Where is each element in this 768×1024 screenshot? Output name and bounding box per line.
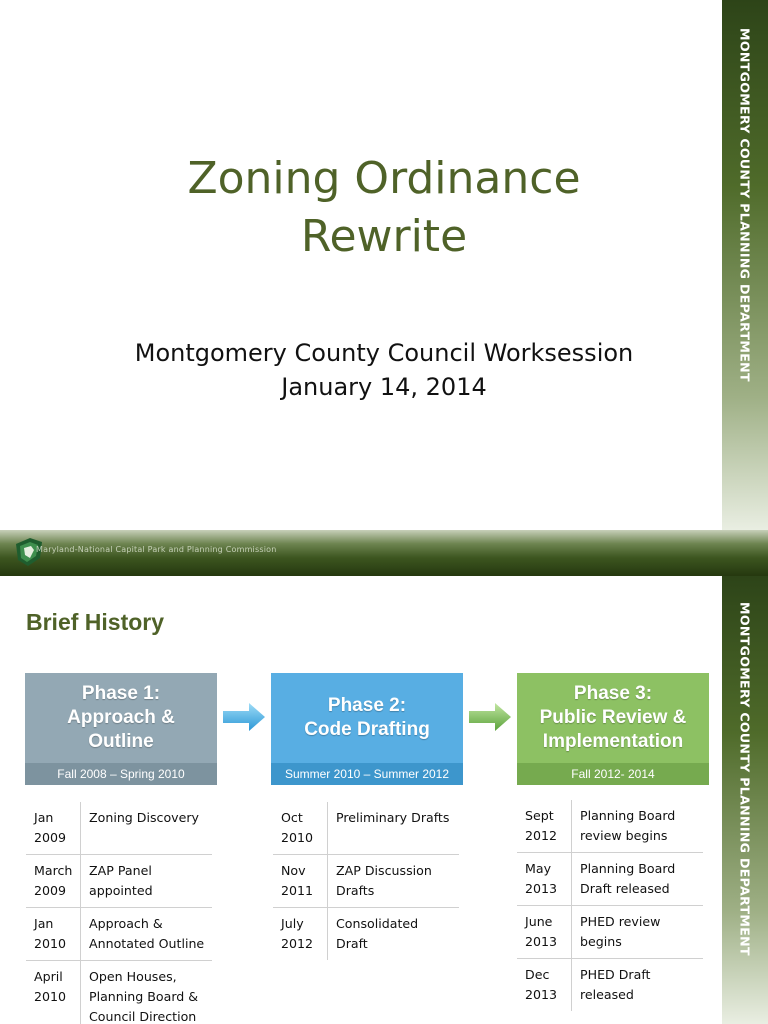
- side-stripe: [722, 576, 768, 1024]
- table-row: [517, 906, 703, 959]
- side-stripe: [722, 0, 768, 530]
- slide-heading: Brief History: [26, 609, 165, 635]
- phase-2-timeline: [273, 802, 459, 960]
- timeline-event: PHED review begins: [572, 906, 704, 959]
- table-row: [273, 855, 459, 908]
- timeline-date: Dec 2013: [517, 959, 572, 1012]
- timeline-event: Zoning Discovery: [81, 802, 213, 855]
- timeline-event: ZAP Panel appointed: [81, 855, 213, 908]
- timeline-date: Jan 2010: [26, 908, 81, 961]
- phase-1-title: Phase 1: Approach & Outline: [25, 673, 217, 763]
- footer-bar: [0, 530, 768, 576]
- side-department-label: MONTGOMERY COUNTY PLANNING DEPARTMENT: [737, 602, 753, 956]
- footer-commission-text: Maryland-National Capital Park and Planning Commission: [36, 545, 277, 554]
- arrow-right-icon: [469, 703, 511, 731]
- slide-subtitle-line1: Montgomery County Council Worksession: [134, 339, 634, 367]
- table-row: [517, 800, 703, 853]
- slide-title-line1: Zoning Ordinance: [187, 153, 581, 204]
- timeline-date: Jan 2009: [26, 802, 81, 855]
- timeline-date: May 2013: [517, 853, 572, 906]
- timeline-date: Oct 2010: [273, 802, 328, 855]
- slide-subtitle-line2: January 14, 2014: [281, 373, 487, 401]
- slide-subtitle: [0, 336, 768, 404]
- phase-3-card: [517, 673, 709, 787]
- history-slide: [0, 576, 768, 1024]
- timeline-event: Consolidated Draft: [336, 916, 419, 951]
- timeline-event: Approach & Annotated Outline: [81, 908, 213, 961]
- phase-3-title: Phase 3: Public Review & Implementation: [517, 673, 709, 763]
- timeline-event: ZAP Discussion Drafts: [328, 855, 460, 908]
- timeline-date: Nov 2011: [273, 855, 328, 908]
- timeline-date: March 2009: [26, 855, 81, 908]
- slide-title-line2: Rewrite: [300, 211, 468, 262]
- table-row: [273, 802, 459, 855]
- side-department-label: MONTGOMERY COUNTY PLANNING DEPARTMENT: [737, 28, 753, 382]
- table-row: [26, 961, 212, 1024]
- table-row: [517, 853, 703, 906]
- timeline-event: Open Houses, Planning Board & Council Direction: [89, 969, 199, 1024]
- table-row: [517, 959, 703, 1012]
- phase-1-card: [25, 673, 217, 787]
- phase-3-dates: Fall 2012- 2014: [517, 763, 709, 785]
- phase-2-dates: Summer 2010 – Summer 2012: [271, 763, 463, 785]
- table-row: [26, 908, 212, 961]
- timeline-event: Planning Board review begins: [572, 800, 704, 853]
- timeline-event: Planning Board Draft released: [572, 853, 704, 906]
- phase-2-title: Phase 2: Code Drafting: [271, 673, 463, 763]
- timeline-date: June 2013: [517, 906, 572, 959]
- phase-1-timeline: [26, 802, 212, 1024]
- phase-3-timeline: [517, 800, 703, 1011]
- table-row: [26, 802, 212, 855]
- timeline-date: July 2012: [273, 908, 328, 961]
- phase-2-card: [271, 673, 463, 787]
- slide-title: [0, 150, 768, 266]
- timeline-date: Sept 2012: [517, 800, 572, 853]
- table-row: [26, 855, 212, 908]
- timeline-event: PHED Draft released: [580, 967, 651, 1002]
- phase-1-dates: Fall 2008 – Spring 2010: [25, 763, 217, 785]
- table-row: [273, 908, 459, 961]
- timeline-date: April 2010: [26, 961, 81, 1024]
- timeline-event: Preliminary Drafts: [328, 802, 460, 855]
- arrow-right-icon: [223, 703, 265, 731]
